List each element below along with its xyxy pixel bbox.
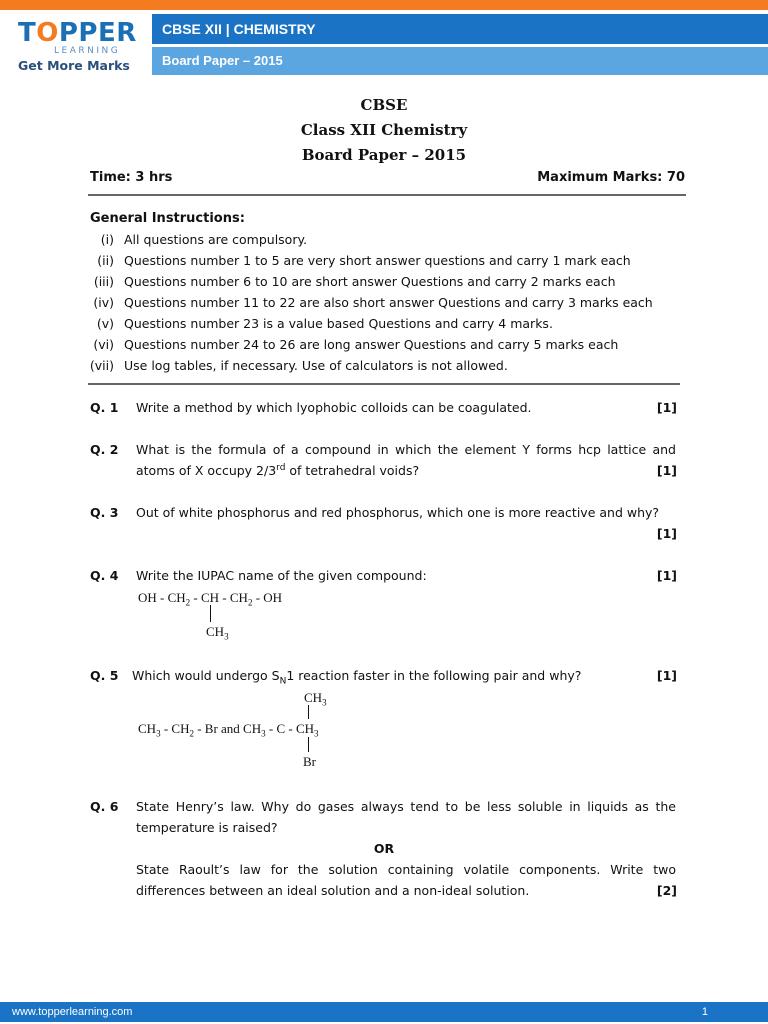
question-number: Q. 1: [90, 400, 119, 415]
topper-logo[interactable]: [18, 18, 137, 76]
bond-line: [210, 605, 211, 622]
bond-line: [308, 737, 309, 752]
question-number: Q. 4: [90, 568, 119, 583]
question-text: temperature is raised?: [136, 820, 278, 835]
question-number: Q. 5: [90, 668, 119, 683]
header-course-bar: CBSE XII | CHEMISTRY: [152, 14, 768, 44]
question-text: atoms of X occupy 2/3rd of tetrahedral voids?: [136, 463, 420, 479]
instruction-item: (vi) Questions number 24 to 26 are long answer Questions and carry 5 marks each: [93, 337, 619, 352]
question-number: Q. 3: [90, 505, 119, 520]
question-text: Which would undergo $S_N1$ reaction faster in the following pair and why?: [132, 668, 582, 687]
chemical-branch: $CH_3$: [206, 624, 229, 642]
divider: [88, 383, 680, 385]
top-accent-bar: [0, 0, 768, 10]
question-text: Out of white phosphorus and red phosphorus, which one is more reactive and why?: [136, 505, 660, 520]
instruction-item: (i) All questions are compulsory.: [100, 232, 308, 247]
question-text: Write the IUPAC name of the given compound:: [136, 568, 427, 583]
exam-time: Time: 3 hrs: [90, 170, 173, 185]
instruction-item: (iv) Questions number 11 to 22 are also short answer Questions and carry 3 marks each: [93, 295, 653, 310]
title-paper: Board Paper – 2015: [301, 146, 467, 164]
chemical-formula: $CH_3 - CH_2$ - Br and $CH_3$ - C - $CH_3$: [138, 721, 319, 739]
question-marks: [1]: [656, 568, 677, 583]
chemical-branch: $CH_3$: [304, 690, 327, 708]
instructions-heading: General Instructions:: [90, 211, 245, 226]
chemical-formula: OH - $CH_2$ - CH - $CH_2$ - OH: [138, 590, 283, 608]
logo-tagline: Get More Marks: [18, 58, 130, 73]
bond-line: [308, 705, 309, 719]
question-text: State Henry’s law. Why do gases always tend to be less soluble in liquids as the: [136, 799, 676, 814]
footer-url-link[interactable]: www.topperlearning.com: [12, 1006, 133, 1018]
header-paper-bar: Board Paper – 2015: [152, 47, 768, 75]
instruction-item: (vii) Use log tables, if necessary. Use of calculators is not allowed.: [89, 358, 508, 373]
divider: [88, 194, 686, 196]
instruction-item: (ii) Questions number 1 to 5 are very short answer questions and carry 1 mark each: [97, 253, 631, 268]
logo-wordmark: TOPPER: [18, 18, 137, 48]
question-text: State Raoult’s law for the solution containing volatile components. Write two: [136, 862, 676, 877]
question-marks: [2]: [656, 883, 677, 898]
footer-bar: [0, 1002, 768, 1022]
chemical-branch: Br: [303, 754, 316, 769]
logo-subtitle: LEARNING: [54, 46, 121, 56]
or-separator: OR: [373, 841, 395, 856]
title-board: CBSE: [360, 96, 408, 114]
question-marks: [1]: [656, 463, 677, 478]
question-number: Q. 6: [90, 799, 119, 814]
question-number: Q. 2: [90, 442, 119, 457]
instruction-item: (v) Questions number 23 is a value based Questions and carry 4 marks.: [96, 316, 553, 331]
question-marks: [1]: [656, 526, 677, 541]
instruction-item: (iii) Questions number 6 to 10 are short answer Questions and carry 2 marks each: [93, 274, 616, 289]
question-text: What is the formula of a compound in which the element Y forms hcp lattice and: [136, 442, 676, 457]
question-marks: [1]: [656, 400, 677, 415]
question-marks: [1]: [656, 668, 677, 683]
page-number: 1: [701, 1006, 708, 1018]
title-class: Class XII Chemistry: [300, 121, 468, 139]
exam-meta: [90, 170, 685, 188]
question-text: differences between an ideal solution and a non-ideal solution.: [136, 883, 530, 898]
question-text: Write a method by which lyophobic colloids can be coagulated.: [136, 400, 532, 415]
exam-max-marks: Maximum Marks: 70: [537, 170, 685, 185]
